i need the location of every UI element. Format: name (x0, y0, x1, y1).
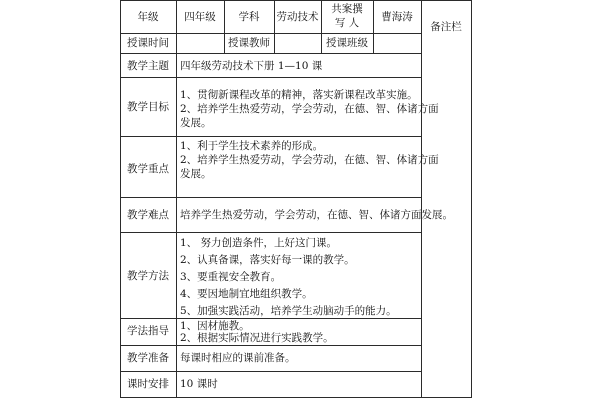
row-divider (120, 232, 422, 233)
subject-label: 学科 (238, 11, 260, 23)
row-divider (120, 77, 422, 78)
topic-label: 教学主题 (127, 60, 169, 72)
schedule-value: 10 课时 (180, 378, 218, 390)
label-column-divider (176, 0, 177, 398)
guidance-line-2: 2、根据实际情况进行实践教学。 (180, 332, 334, 344)
goals-label: 教学目标 (127, 101, 169, 113)
key-points-line-2: 2、培养学生热爱劳动，学会劳动，在德、智、体诸方面 (180, 154, 439, 166)
schedule-label: 课时安排 (127, 378, 169, 390)
co-author-label-line2: 写 人 (334, 17, 360, 29)
table-border-top (120, 0, 472, 1)
row-divider (120, 318, 422, 319)
author-name: 曹海涛 (381, 11, 413, 23)
teaching-class-label: 授课班级 (326, 37, 368, 49)
preparation-label: 教学准备 (127, 352, 169, 364)
goals-line-3: 发展。 (180, 117, 212, 129)
row-divider (120, 371, 422, 372)
column-divider (373, 0, 374, 54)
methods-line-1: 1、 努力创造条件，上好这门课。 (180, 237, 338, 249)
teaching-time-label: 授课时间 (127, 37, 169, 49)
remarks-column-divider (421, 0, 422, 398)
goals-line-2: 2、培养学生热爱劳动，学会劳动，在德、智、体诸方面 (180, 103, 439, 115)
methods-line-4: 4、要因地制宜地组织教学。 (180, 288, 313, 300)
difficulty-value: 培养学生热爱劳动，学会劳动，在德、智、体诸方面发展。 (180, 209, 453, 221)
methods-line-5: 5、加强实践活动，培养学生动脑动手的能力。 (180, 305, 397, 317)
guidance-label: 学法指导 (127, 325, 169, 337)
co-author-label-line1: 共案撰 (331, 3, 363, 15)
difficulty-label: 教学难点 (127, 209, 169, 221)
teaching-teacher-label: 授课教师 (228, 37, 270, 49)
subject-value: 劳动技术 (276, 11, 319, 23)
preparation-value: 每课时相应的课前准备。 (180, 352, 296, 364)
methods-label: 教学方法 (127, 270, 169, 282)
row-divider (120, 33, 422, 34)
key-points-label: 教学重点 (127, 163, 169, 175)
topic-value: 四年级劳动技术下册 1—10 课 (180, 60, 323, 72)
key-points-line-3: 发展。 (180, 168, 212, 180)
row-divider (120, 345, 422, 346)
row-divider (120, 136, 422, 137)
row-divider (120, 197, 422, 198)
column-divider (274, 0, 275, 54)
table-border-right (471, 0, 472, 398)
key-points-line-1: 1、利于学生技术素养的形成。 (180, 140, 324, 152)
table-border-bottom (120, 397, 472, 398)
grade-label: 年级 (137, 11, 159, 23)
row-divider (120, 53, 422, 54)
methods-line-2: 2、认真备课，落实好每一课的教学。 (180, 254, 355, 266)
methods-line-3: 3、要重视安全教育。 (180, 271, 282, 283)
grade-value: 四年级 (184, 11, 216, 23)
goals-line-1: 1、贯彻新课程改革的精神，落实新课程改革实施。 (180, 89, 418, 101)
guidance-line-1: 1、因材施教。 (180, 320, 250, 332)
remarks-label: 备注栏 (430, 21, 462, 33)
